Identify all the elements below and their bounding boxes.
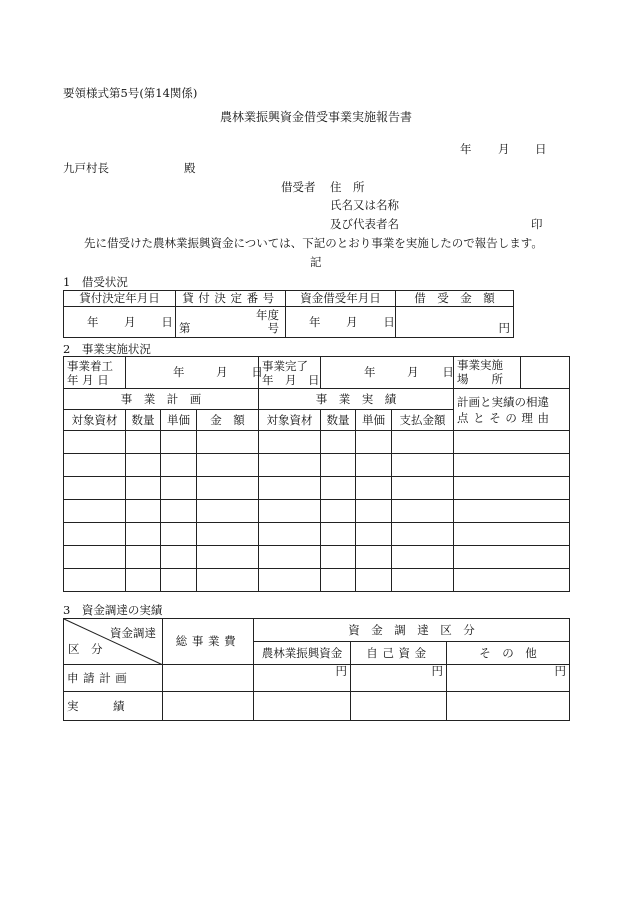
col-result-material: 対象資材 [259,410,321,431]
end-label-2: 年 月 日 [262,372,320,387]
loan-status-table [63,290,514,338]
m2-label: 月 [346,314,358,329]
table-row [64,546,570,569]
col-result-price: 単価 [356,410,392,431]
row-plan-label: 申請計画 [64,665,163,692]
difference-header-2: 点とその理由 [457,410,554,425]
start-d: 日 [251,365,263,379]
col-result-qty: 数量 [321,410,356,431]
go-label: 号 [267,321,279,335]
start-label-cell [64,357,126,389]
loan-receipt-date-cell [286,307,396,338]
yen-agri [254,665,351,692]
ki-label: 記 [310,255,322,269]
d-label: 日 [161,314,173,329]
nendo-label: 年度 [256,308,279,322]
place-label-1: 事業実施 [457,358,504,372]
start-date-cell [126,357,263,389]
place-label [454,357,521,388]
y2-label: 年 [309,314,321,329]
table-row [64,500,570,523]
yen-label: 円 [335,664,347,678]
intro-text: 先に借受けた農林業振興資金については、下記のとおり事業を実施したので報告します。 [84,236,543,250]
date-year: 年 [460,142,472,156]
col-loan-decision-date: 貸付決定年月日 [64,291,176,307]
corner-cell [64,619,163,665]
d2-label: 日 [383,314,395,329]
place-label-2: 場 所 [457,372,504,386]
start-label-1: 事業着工 [67,358,113,373]
difference-header [454,389,570,431]
yen-other [447,665,570,692]
borrower-address-label: 住 所 [330,180,365,194]
yen-own [351,665,447,692]
table-row [64,431,570,454]
col-loan-receipt-date: 資金借受年月日 [286,291,396,307]
start-label-2: 年 月 日 [67,372,109,387]
yen-label: 円 [431,664,443,678]
table-row [64,477,570,500]
difference-header-1: 計画と実績の相違 [457,394,550,409]
y-label: 年 [87,314,99,329]
end-d: 日 [442,365,454,379]
end-date-cell [321,357,454,389]
yen-label: 円 [498,321,510,335]
place-value [521,357,569,388]
borrower-label: 借受者 [281,180,316,194]
place-cell [454,357,570,389]
col-loan-amount: 借 受 金 額 [396,291,514,307]
loan-decision-number-cell [176,307,286,338]
addressee: 九戸村長 [63,161,109,175]
loan-amount-cell [396,307,514,338]
end-m: 月 [407,365,419,379]
dai-label: 第 [179,321,191,335]
end-label-cell [259,357,321,389]
col-other-fund: そ の 他 [447,642,570,665]
honorific: 殿 [184,161,196,175]
m-label: 月 [124,314,136,329]
col-agri-fund: 農林業振興資金 [254,642,351,665]
borrower-rep-label: 及び代表者名 [330,217,399,231]
implementation-table [63,356,570,592]
table-row [64,692,570,721]
table-row [64,523,570,546]
section2-heading: 2 事業実施状況 [63,342,151,356]
col-plan-qty: 数量 [126,410,161,431]
start-m: 月 [216,365,228,379]
loan-decision-date-cell [64,307,176,338]
col-plan-amount: 金 額 [197,410,259,431]
total-cost-header: 総事業費 [163,619,254,665]
end-y: 年 [364,365,376,379]
plan-header: 事 業 計 画 [64,389,259,410]
form-number: 要領様式第5号(第14関係) [63,86,198,100]
seal-mark: 印 [531,217,543,231]
funding-table [63,618,570,721]
col-loan-decision-number: 貸付決定番号 [176,291,286,307]
funding-header: 資 金 調 達 区 分 [254,619,570,642]
table-row [64,569,570,592]
yen-label: 円 [554,664,566,678]
date-day: 日 [535,142,547,156]
corner-top-label: 資金調達 [110,626,156,640]
start-y: 年 [173,365,185,379]
table-row [64,665,570,692]
table-row [64,454,570,477]
date-month: 月 [498,142,510,156]
borrower-name-label: 氏名又は名称 [330,198,399,212]
col-plan-price: 単価 [161,410,197,431]
col-result-paid: 支払金額 [392,410,454,431]
row-result-label: 実 績 [64,692,163,721]
section1-heading: 1 借受状況 [63,275,128,289]
section3-heading: 3 資金調達の実績 [63,603,163,617]
result-header: 事 業 実 績 [259,389,454,410]
end-label-1: 事業完了 [262,358,308,373]
col-own-fund: 自己資金 [351,642,447,665]
col-plan-material: 対象資材 [64,410,126,431]
corner-bottom-label: 区 分 [68,642,103,656]
document-title: 農林業振興資金借受事業実施報告書 [220,110,413,124]
